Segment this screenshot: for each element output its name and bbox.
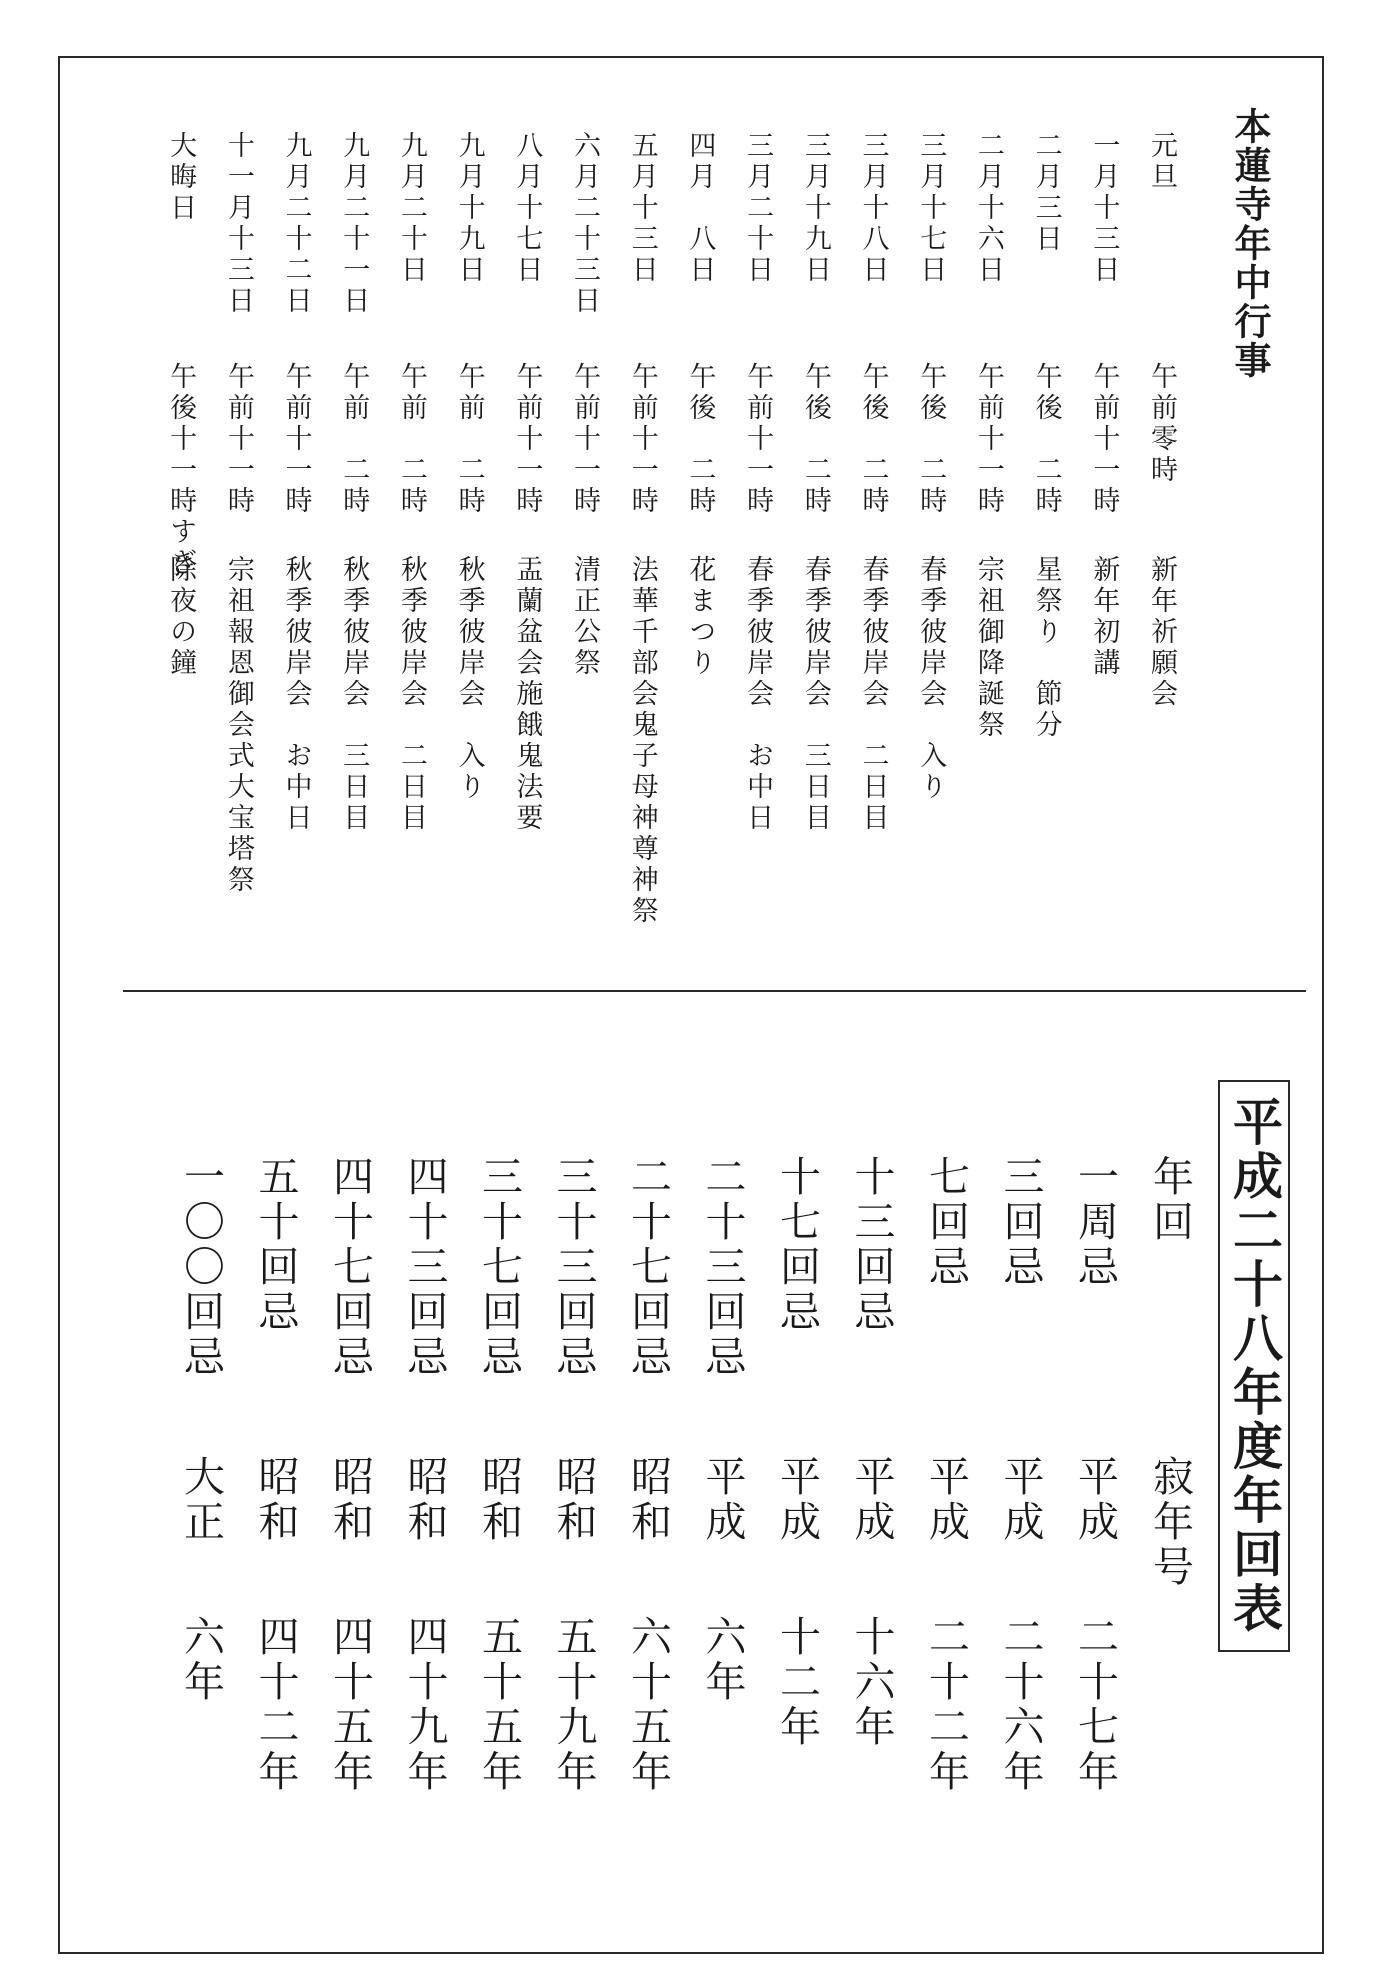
memorial-year: 六十五年 xyxy=(624,1615,672,1795)
memorial-era: 平成 xyxy=(847,1455,896,1545)
memorial-year: 十六年 xyxy=(847,1615,896,1750)
event-date: 三月二十日 xyxy=(742,131,774,286)
memorial-era: 昭和 xyxy=(251,1455,300,1545)
memorial-kaiki: 二十七回忌 xyxy=(624,1155,672,1380)
event-date: 三月十九日 xyxy=(799,131,831,286)
memorial-era: 昭和 xyxy=(475,1455,523,1545)
event-time: 午後 二時 xyxy=(1030,362,1062,517)
event-time: 午前十一時 xyxy=(742,362,774,517)
event-time: 午前 二時 xyxy=(453,362,485,517)
event-date: 三月十八日 xyxy=(857,131,889,286)
memorial-era: 昭和 xyxy=(326,1455,374,1545)
event-time: 午前十一時 xyxy=(626,362,658,517)
event-event: 新年初講 xyxy=(1088,555,1120,679)
event-time: 午後 二時 xyxy=(799,362,831,517)
event-event: 星祭り 節分 xyxy=(1030,555,1062,741)
event-time: 午後 二時 xyxy=(915,362,947,517)
memorial-era: 昭和 xyxy=(624,1455,672,1545)
event-date: 九月十九日 xyxy=(453,131,485,286)
event-event: 春季彼岸会 三日目 xyxy=(799,555,831,834)
event-date: 一月十三日 xyxy=(1088,131,1120,286)
event-time: 午前 二時 xyxy=(395,362,427,517)
event-event: 清正公祭 xyxy=(569,555,600,679)
event-event: 秋季彼岸会 お中日 xyxy=(280,555,312,834)
memorial-year: 六年 xyxy=(177,1615,225,1705)
event-date: 元旦 xyxy=(1146,131,1177,193)
event-date: 十一月十三日 xyxy=(222,131,254,317)
event-event: 春季彼岸会 入り xyxy=(915,555,947,803)
event-event: 花まつり xyxy=(684,555,716,679)
event-date: 九月二十二日 xyxy=(280,131,312,317)
event-date: 八月十七日 xyxy=(511,131,543,286)
memorial-header-era: 寂年号 xyxy=(1146,1455,1194,1590)
event-time: 午前十一時 xyxy=(280,362,312,517)
memorial-kaiki: 三十三回忌 xyxy=(549,1155,598,1380)
memorial-era: 平成 xyxy=(773,1455,821,1545)
event-time: 午前 二時 xyxy=(338,362,370,517)
event-time: 午前十一時 xyxy=(222,362,254,517)
event-event: 新年祈願会 xyxy=(1146,555,1177,710)
event-time: 午前十一時 xyxy=(972,362,1004,517)
event-date: 五月十三日 xyxy=(626,131,658,286)
memorial-kaiki: 十七回忌 xyxy=(773,1155,821,1335)
memorial-kaiki: 三回忌 xyxy=(996,1155,1045,1290)
memorial-era: 平成 xyxy=(922,1455,970,1545)
memorial-year: 六年 xyxy=(698,1615,747,1705)
memorial-year: 四十九年 xyxy=(400,1615,449,1795)
memorial-era: 大正 xyxy=(177,1455,225,1545)
event-time: 午前十一時 xyxy=(511,362,543,517)
event-date: 大晦日 xyxy=(165,131,197,224)
memorial-era: 平成 xyxy=(698,1455,747,1545)
event-event: 春季彼岸会 お中日 xyxy=(742,555,774,834)
memorial-kaiki: 四十三回忌 xyxy=(400,1155,449,1380)
memorial-year: 四十五年 xyxy=(326,1615,374,1795)
memorial-year: 二十二年 xyxy=(922,1615,970,1795)
memorial-year: 二十六年 xyxy=(996,1615,1045,1795)
section-divider xyxy=(123,990,1306,992)
event-time: 午前十一時 xyxy=(569,362,600,517)
event-date: 四月 八日 xyxy=(684,131,716,286)
memorial-kaiki: 十三回忌 xyxy=(847,1155,896,1335)
event-event: 秋季彼岸会 入り xyxy=(453,555,485,803)
event-event: 秋季彼岸会 二日目 xyxy=(395,555,427,834)
memorial-kaiki: 七回忌 xyxy=(922,1155,970,1290)
memorial-header-kaiki: 年回 xyxy=(1146,1155,1194,1245)
memorial-era: 平成 xyxy=(1071,1455,1119,1545)
event-date: 九月二十一日 xyxy=(338,131,370,317)
annual-events-title: 本蓮寺年中行事 xyxy=(1228,107,1272,380)
memorial-kaiki: 三十七回忌 xyxy=(475,1155,523,1380)
memorial-era: 昭和 xyxy=(549,1455,598,1545)
event-event: 宗祖報恩御会式大宝塔祭 xyxy=(222,555,254,896)
event-event: 宗祖御降誕祭 xyxy=(972,555,1004,741)
event-event: 除夜の鐘 xyxy=(165,555,197,679)
event-time: 午後 二時 xyxy=(684,362,716,517)
memorial-kaiki: 四十七回忌 xyxy=(326,1155,374,1380)
event-event: 法華千部会鬼子母神尊神祭 xyxy=(626,555,658,927)
memorial-kaiki: 一〇〇回忌 xyxy=(177,1155,225,1380)
memorial-era: 平成 xyxy=(996,1455,1045,1545)
event-date: 二月三日 xyxy=(1030,131,1062,255)
memorial-kaiki: 五十回忌 xyxy=(251,1155,300,1335)
event-event: 秋季彼岸会 三日目 xyxy=(338,555,370,834)
memorial-year: 十二年 xyxy=(773,1615,821,1750)
event-time: 午後十一時すぎ xyxy=(165,362,197,579)
event-time: 午前零時 xyxy=(1146,362,1177,486)
memorial-kaiki: 一周忌 xyxy=(1071,1155,1119,1290)
event-event: 盂蘭盆会施餓鬼法要 xyxy=(511,555,543,834)
memorial-era: 昭和 xyxy=(400,1455,449,1545)
event-date: 六月二十三日 xyxy=(569,131,600,317)
event-date: 九月二十日 xyxy=(395,131,427,286)
memorial-year: 四十二年 xyxy=(251,1615,300,1795)
memorial-kaiki: 二十三回忌 xyxy=(698,1155,747,1380)
event-event: 春季彼岸会 二日目 xyxy=(857,555,889,834)
memorial-table-title: 平成二十八年度年回表 xyxy=(1218,1080,1290,1652)
event-date: 二月十六日 xyxy=(972,131,1004,286)
event-date: 三月十七日 xyxy=(915,131,947,286)
event-time: 午後 二時 xyxy=(857,362,889,517)
memorial-year: 五十九年 xyxy=(549,1615,598,1795)
memorial-year: 五十五年 xyxy=(475,1615,523,1795)
page-border xyxy=(58,56,1324,1954)
event-time: 午前十一時 xyxy=(1088,362,1120,517)
memorial-year: 二十七年 xyxy=(1071,1615,1119,1795)
